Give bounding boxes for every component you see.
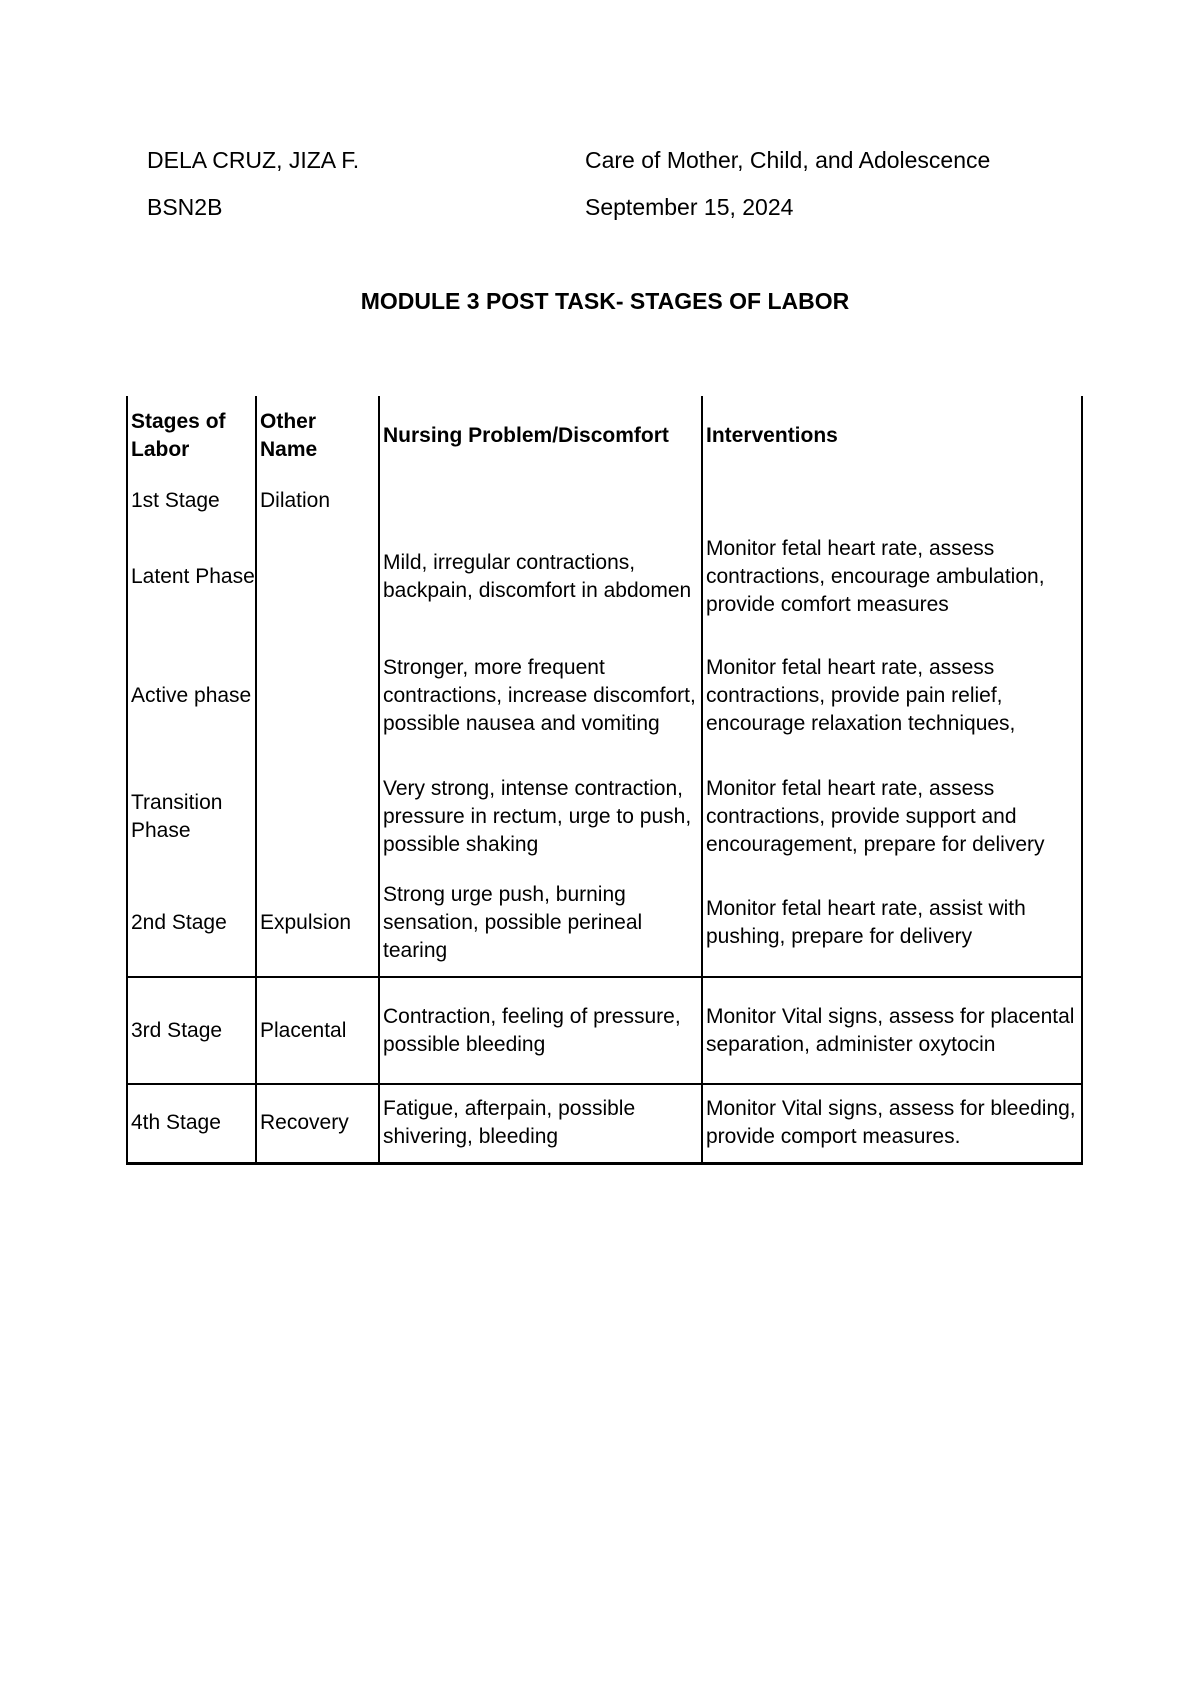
problem-cell: Fatigue, afterpain, possible shivering, bleeding [379, 1084, 702, 1163]
column-header-interventions: Interventions [702, 396, 1082, 476]
table-header-row [127, 396, 1082, 476]
table-row [127, 526, 1082, 628]
table-row [127, 764, 1082, 870]
document-title: MODULE 3 POST TASK- STAGES OF LABOR [360, 288, 850, 314]
student-name: DELA CRUZ, JIZA F. [147, 147, 360, 173]
column-header-other-name: Other Name [256, 396, 379, 476]
interventions-cell: Monitor Vital signs, assess for placental separation, administer oxytocin [702, 977, 1082, 1084]
problem-cell: Stronger, more frequent contractions, increase discomfort, possible nausea and vomiting [379, 628, 702, 764]
stage-cell: 2nd Stage [127, 870, 256, 977]
other-name-cell [256, 526, 379, 628]
interventions-cell: Monitor fetal heart rate, assist with pushing, prepare for delivery [702, 870, 1082, 977]
other-name-cell [256, 764, 379, 870]
table-row [127, 1084, 1082, 1163]
submission-date: September 15, 2024 [585, 194, 794, 220]
student-section: BSN2B [147, 194, 223, 220]
stage-cell: 1st Stage [127, 476, 256, 526]
other-name-cell: Recovery [256, 1084, 379, 1163]
column-header-problem: Nursing Problem/Discomfort [379, 396, 702, 476]
course-name: Care of Mother, Child, and Adolescence [585, 147, 991, 173]
problem-cell: Very strong, intense contraction, pressure in rectum, urge to push, possible shaking [379, 764, 702, 870]
table-row [127, 628, 1082, 764]
problem-cell [379, 476, 702, 526]
problem-cell: Contraction, feeling of pressure, possible bleeding [379, 977, 702, 1084]
interventions-cell: Monitor fetal heart rate, assess contractions, provide pain relief, encourage relaxation techniques, [702, 628, 1082, 764]
stage-cell: 3rd Stage [127, 977, 256, 1084]
other-name-cell: Dilation [256, 476, 379, 526]
other-name-cell: Expulsion [256, 870, 379, 977]
table-row [127, 870, 1082, 977]
other-name-cell [256, 628, 379, 764]
other-name-cell: Placental [256, 977, 379, 1084]
table-row [127, 977, 1082, 1084]
stages-of-labor-table [126, 396, 1083, 1165]
interventions-cell [702, 476, 1082, 526]
interventions-cell: Monitor fetal heart rate, assess contractions, encourage ambulation, provide comfort measures [702, 526, 1082, 628]
stage-cell: 4th Stage [127, 1084, 256, 1163]
stage-cell: Transition Phase [127, 764, 256, 870]
problem-cell: Strong urge push, burning sensation, possible perineal tearing [379, 870, 702, 977]
column-header-stage: Stages of Labor [127, 396, 256, 476]
interventions-cell: Monitor Vital signs, assess for bleeding, provide comport measures. [702, 1084, 1082, 1163]
stage-cell: Active phase [127, 628, 256, 764]
stage-cell: Latent Phase [127, 526, 256, 628]
interventions-cell: Monitor fetal heart rate, assess contractions, provide support and encouragement, prepare for delivery [702, 764, 1082, 870]
problem-cell: Mild, irregular contractions, backpain, discomfort in abdomen [379, 526, 702, 628]
table-row [127, 476, 1082, 526]
